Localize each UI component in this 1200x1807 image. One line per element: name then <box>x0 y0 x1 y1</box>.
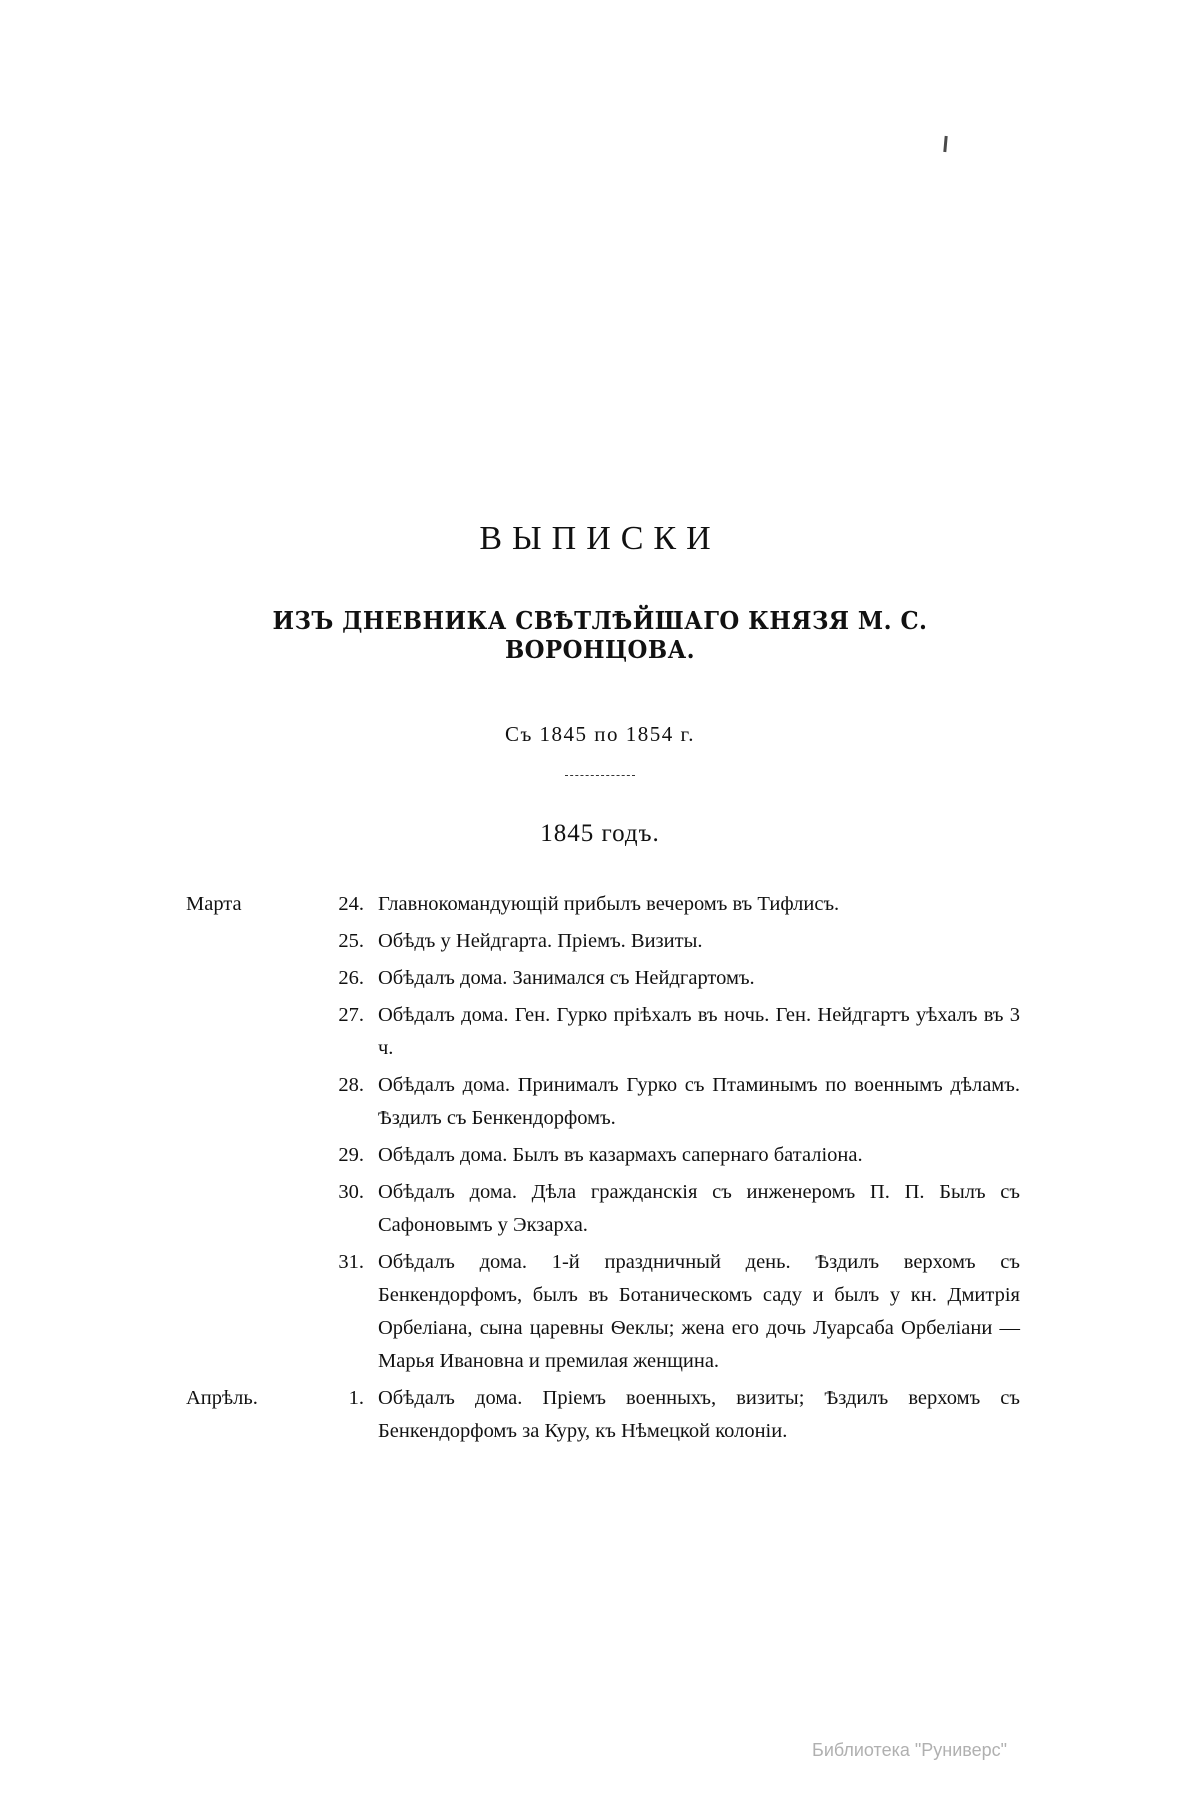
year-heading: 1845 годъ. <box>540 820 660 847</box>
date-range: Съ 1845 по 1854 г. <box>504 722 696 746</box>
entry-text: Обѣдалъ дома. Былъ въ казармахъ сапернаго баталіона. <box>378 1144 863 1166</box>
entry-month: Марта <box>186 893 242 915</box>
list-item <box>180 925 1020 958</box>
entry-day: 28. <box>338 1074 364 1096</box>
entry-text: Обѣдалъ дома. Пріемъ военныхъ, визиты; Ѣздилъ верхомъ съ Бенкендорфомъ за Куру, къ Нѣмецкой колоніи. <box>378 1387 1020 1442</box>
document-content <box>180 520 1020 1452</box>
entry-month: Апрѣль. <box>186 1387 258 1409</box>
page-subtitle: ИЗЪ ДНЕВНИКА СВѢТЛѢЙШАГО КНЯЗЯ М. С. ВОРОНЦОВА. <box>272 606 928 664</box>
divider <box>565 775 635 776</box>
entry-day: 26. <box>338 967 364 989</box>
entry-day: 31. <box>338 1251 364 1273</box>
list-item <box>180 1069 1020 1135</box>
list-item <box>180 1139 1020 1172</box>
page-title: ВЫПИСКИ <box>479 520 721 557</box>
diary-entry-list <box>180 888 1020 1448</box>
list-item <box>180 1176 1020 1242</box>
entry-day: 29. <box>338 1144 364 1166</box>
ink-mark <box>943 136 947 152</box>
entry-text: Обѣдъ у Нейдгарта. Пріемъ. Визиты. <box>378 930 703 952</box>
entry-day: 1. <box>348 1387 364 1409</box>
entry-day: 24. <box>338 893 364 915</box>
entry-text: Обѣдалъ дома. Принималъ Гурко съ Птаминымъ по военнымъ дѣламъ. Ѣздилъ съ Бенкендорфомъ. <box>378 1074 1020 1129</box>
entry-text: Обѣдалъ дома. Занимался съ Нейдгартомъ. <box>378 967 755 989</box>
list-item <box>180 888 1020 921</box>
list-item <box>180 1382 1020 1448</box>
list-item <box>180 1246 1020 1378</box>
entry-day: 27. <box>338 1004 364 1026</box>
list-item <box>180 999 1020 1065</box>
library-watermark: Библиотека "Руниверс" <box>812 1740 1008 1760</box>
entry-text: Обѣдалъ дома. Дѣла гражданскія съ инженеромъ П. П. Былъ съ Сафоновымъ у Экзарха. <box>378 1181 1020 1236</box>
entry-day: 25. <box>338 930 364 952</box>
entry-text: Главнокомандующій прибылъ вечеромъ въ Тифлисъ. <box>378 893 840 915</box>
entry-day: 30. <box>338 1181 364 1203</box>
entry-text: Обѣдалъ дома. 1-й праздничный день. Ѣздилъ верхомъ съ Бенкендорфомъ, былъ въ Ботаническомъ саду и былъ у кн. Дмитрія Орбеліана, сына царевны Ѳеклы; жена его дочь Луарсаба Орбеліани — Марья Ивановна и премилая женщина. <box>378 1251 1020 1372</box>
entry-text: Обѣдалъ дома. Ген. Гурко пріѣхалъ въ ночь. Ген. Нейдгартъ уѣхалъ въ 3 ч. <box>378 1004 1020 1059</box>
list-item <box>180 962 1020 995</box>
